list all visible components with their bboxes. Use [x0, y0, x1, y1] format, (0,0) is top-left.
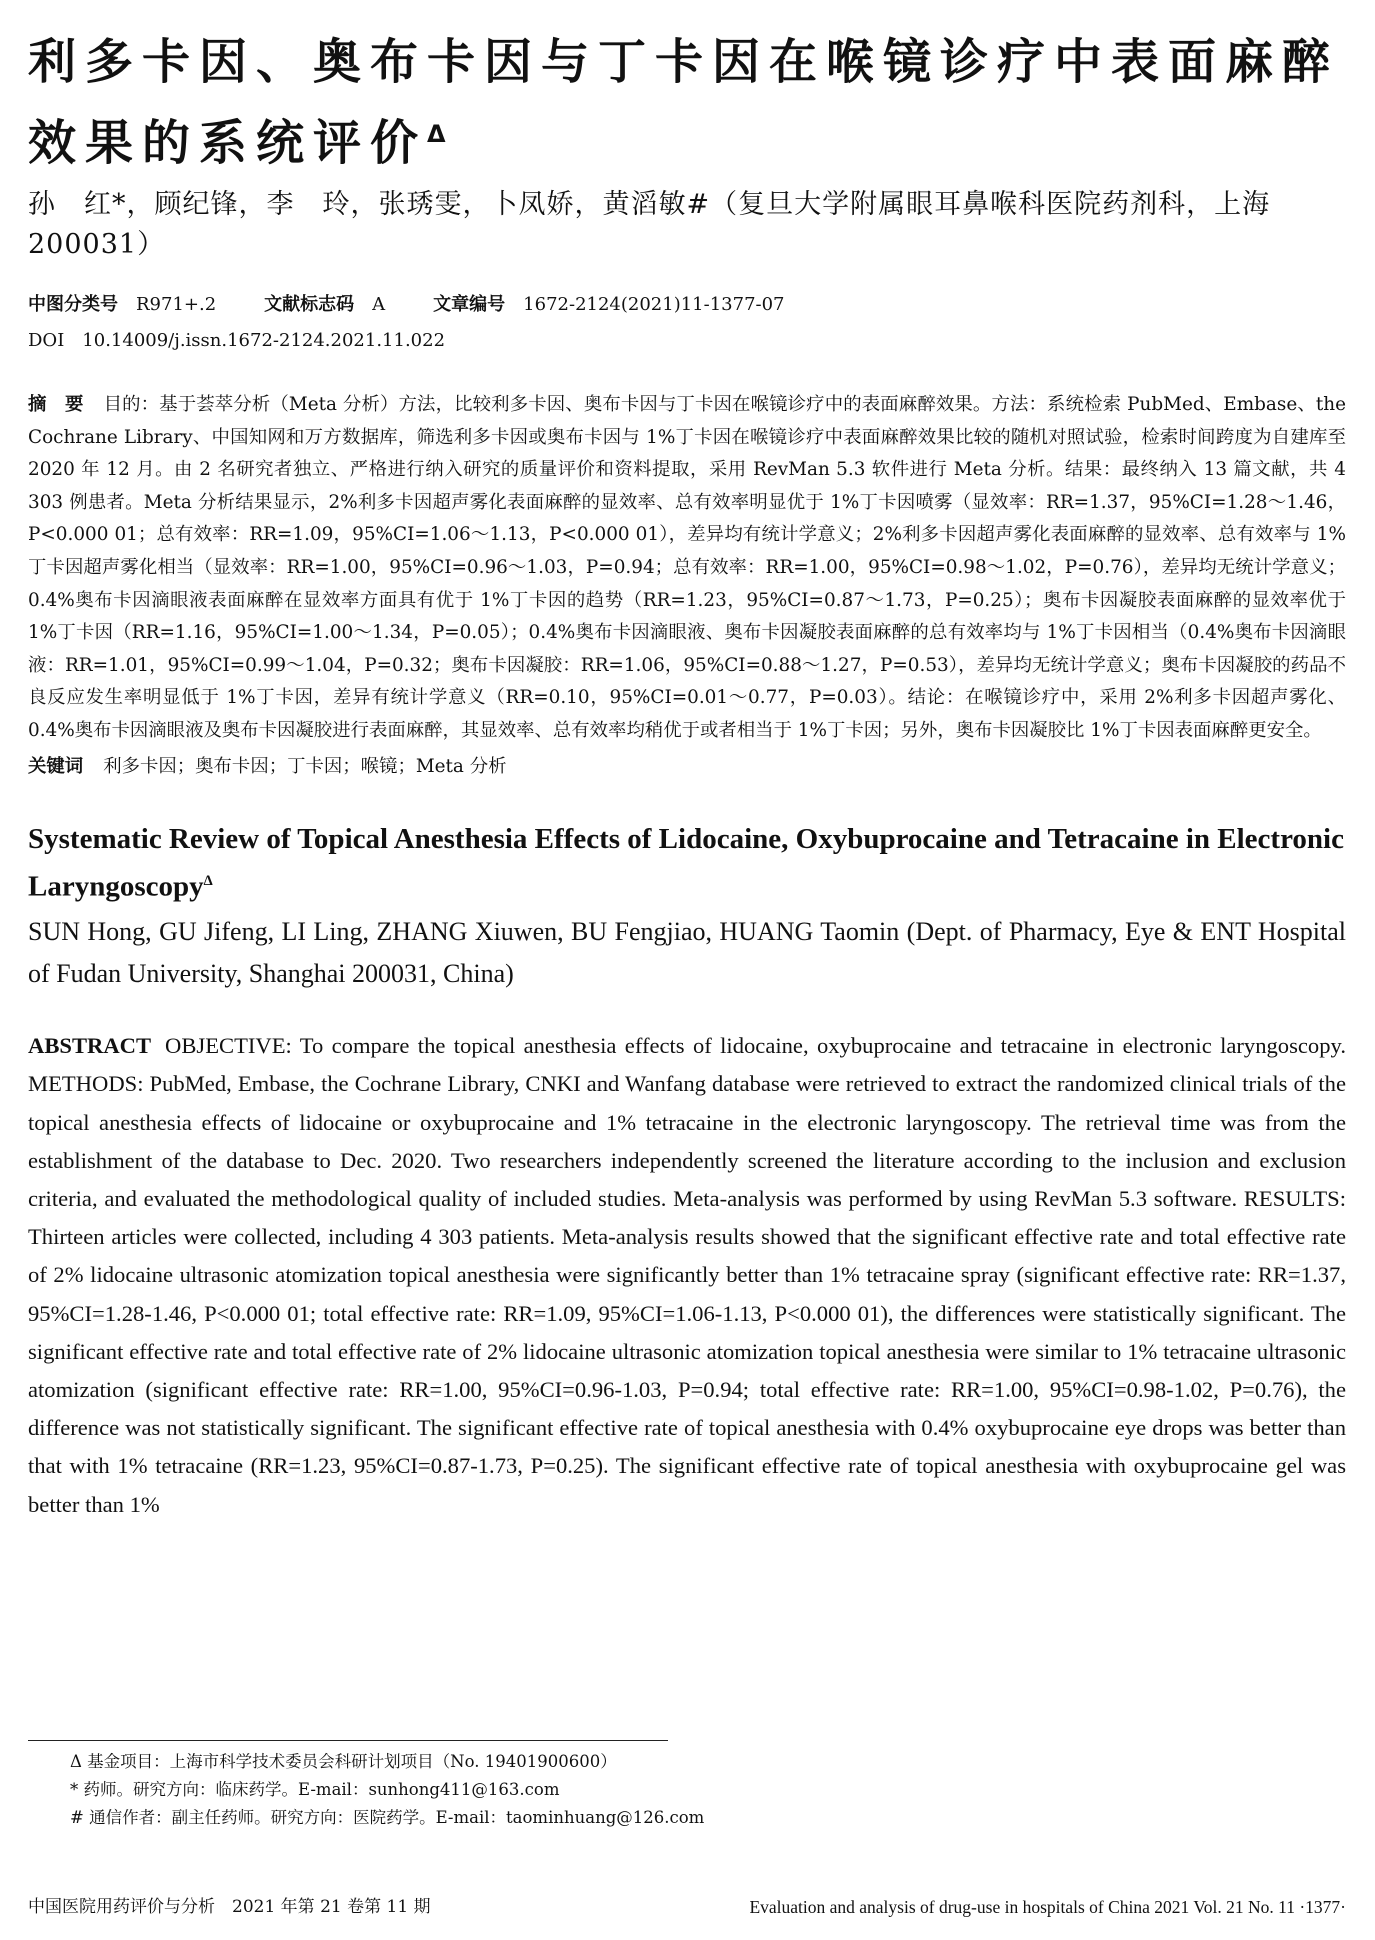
- running-footer: [28, 1895, 1346, 1919]
- classification-line: [28, 287, 1346, 323]
- chinese-abstract: [28, 389, 1346, 748]
- chinese-keywords-label: 关键词: [28, 755, 84, 777]
- doi-line: DOI 10.14009/j.issn.1672-2124.2021.11.022: [28, 330, 446, 351]
- footer-journal-en: Evaluation and analysis of drug-use in hospitals of China 2021 Vol. 21 No. 11 ·1377·: [749, 1897, 1346, 1917]
- english-abstract-label: ABSTRACT: [28, 1033, 152, 1059]
- article-no-value: 1672-2124(2021)11-1377-07: [523, 294, 785, 315]
- article-metadata: [28, 287, 1346, 359]
- chinese-title: [28, 26, 1346, 179]
- doc-code-label: 文献标志码: [264, 294, 355, 315]
- english-title-fund-mark: Δ: [203, 872, 213, 889]
- article-no-label: 文章编号: [433, 294, 506, 315]
- chinese-abstract-text: 目的：基于荟萃分析（Meta 分析）方法，比较利多卡因、奥布卡因与丁卡因在喉镜诊疗中的表面麻醉效果。方法：系统检索 PubMed、Embase、the Cochrane Library、中国知网和万方数据库，筛选利多卡因或奥布卡因与 1%丁卡因在喉镜诊疗中表面麻醉效果比较的随机对照试验，检索时间跨度为自建库至 2020 年 12 月。由 2 名研究者独立、严格进行纳入研究的质量评价和资料提取，采用 RevMan 5.3 软件进行 Meta 分析。结果：最终纳入 13 篇文献，共 4 303 例患者。Meta 分析结果显示，2%利多卡因超声雾化表面麻醉的显效率、总有效率明显优于 1%丁卡因喷雾（显效率：RR=1.37，95%CI=1.28～1.46，P<0.000 01；总有效率：RR=1.09，95%CI=1.06～1.13，P<0.000 01），差异均有统计学意义；2%利多卡因超声雾化表面麻醉的显效率、总有效率与 1%丁卡因超声雾化相当（显效率：RR=1.00，95%CI=0.96～1.03，P=0.94；总有效率：RR=1.00，95%CI=0.98～1.02，P=0.76），差异均无统计学意义；0.4%奥布卡因滴眼液表面麻醉在显效率方面具有优于 1%丁卡因的趋势（RR=1.23，95%CI=0.87～1.73，P=0.25）；奥布卡因凝胶表面麻醉的显效率优于 1%丁卡因（RR=1.16，95%CI=1.00～1.34，P=0.05）；0.4%奥布卡因滴眼液、奥布卡因凝胶表面麻醉的总有效率均与 1%丁卡因相当（0.4%奥布卡因滴眼液：RR=1.01，95%CI=0.99～1.04，P=0.32；奥布卡因凝胶：RR=1.06，95%CI=0.88～1.27，P=0.53），差异均无统计学意义；奥布卡因凝胶的药品不良反应发生率明显低于 1%丁卡因，差异有统计学意义（RR=0.10，95%CI=0.01～0.77，P=0.03）。结论：在喉镜诊疗中，采用 2%利多卡因超声雾化、0.4%奥布卡因滴眼液及奥布卡因凝胶进行表面麻醉，其显效率、总有效率均稍优于或者相当于 1%丁卡因；另外，奥布卡因凝胶比 1%丁卡因表面麻醉更安全。: [28, 394, 1346, 741]
- english-abstract-text: OBJECTIVE: To compare the topical anesthesia effects of lidocaine, oxybuprocaine and tetracaine in electronic laryngoscopy. METHODS: PubMed, Embase, the Cochrane Library, CNKI and Wanfang database were retrieved to extract the randomized clinical trials of the topical anesthesia effects of lidocaine or oxybuprocaine and 1% tetracaine in the electronic laryngoscopy. The retrieval time was from the establishment of the database to Dec. 2020. Two researchers independently screened the literature according to the inclusion and exclusion criteria, and evaluated the methodological quality of included studies. Meta-analysis was performed by using RevMan 5.3 software. RESULTS: Thirteen articles were collected, including 4 303 patients. Meta-analysis results showed that the significant effective rate and total effective rate of 2% lidocaine ultrasonic atomization topical anesthesia were significantly better than 1% tetracaine spray (significant effective rate: RR=1.37, 95%CI=1.28-1.46, P<0.000 01; total effective rate: RR=1.09, 95%CI=1.06-1.13, P<0.000 01), the differences were statistically significant. The significant effective rate and total effective rate of 2% lidocaine ultrasonic atomization topical anesthesia were similar to 1% tetracaine ultrasonic atomization (significant effective rate: RR=1.00, 95%CI=0.96-1.03, P=0.94; total effective rate: RR=1.00, 95%CI=0.98-1.02, P=0.76), the difference was not statistically significant. The significant effective rate of topical anesthesia with 0.4% oxybuprocaine eye drops was better than that with 1% tetracaine (RR=1.23, 95%CI=0.87-1.73, P=0.25). The significant effective rate of topical anesthesia with oxybuprocaine gel was better than 1%: [28, 1033, 1346, 1517]
- footnote-funding: Δ 基金项目：上海市科学技术委员会科研计划项目（No. 19401900600）: [70, 1752, 617, 1771]
- footer-journal-cn: 中国医院用药评价与分析 2021 年第 21 卷第 11 期: [28, 1897, 431, 1917]
- english-abstract: [28, 1027, 1346, 1524]
- chinese-keywords-text: 利多卡因；奥布卡因；丁卡因；喉镜；Meta 分析: [103, 755, 507, 777]
- chinese-authors: 孙 红*，顾纪锋，李 玲，张琇雯，卜凤娇，黄滔敏#（复旦大学附属眼耳鼻喉科医院药剂科，上海 200031）: [28, 189, 1299, 260]
- footnote-corresponding-author: # 通信作者：副主任药师。研究方向：医院药学。E-mail：taominhuang@126.com: [70, 1808, 705, 1827]
- footnote-first-author: * 药师。研究方向：临床药学。E-mail：sunhong411@163.com: [70, 1780, 560, 1799]
- clc-value: R971+.2: [136, 294, 217, 315]
- chinese-title-text: 利多卡因、奥布卡因与丁卡因在喉镜诊疗中表面麻醉效果的系统评价: [28, 34, 1340, 171]
- chinese-title-fund-mark: Δ: [427, 120, 446, 148]
- english-title-text: Systematic Review of Topical Anesthesia Effects of Lidocaine, Oxybuprocaine and Tetracaine in Electronic Laryngoscopy: [28, 822, 1344, 903]
- chinese-keywords: [28, 750, 1346, 784]
- doc-code-value: A: [372, 294, 386, 315]
- footnote-divider: [28, 1740, 668, 1741]
- clc-label: 中图分类号: [28, 294, 118, 315]
- paper-page: [28, 26, 1346, 1524]
- footnotes: [70, 1748, 704, 1832]
- english-title: [28, 818, 1346, 908]
- english-authors: SUN Hong, GU Jifeng, LI Ling, ZHANG Xiuwen, BU Fengjiao, HUANG Taomin (Dept. of Pharmacy, Eye & ENT Hospital of Fudan University, Shanghai 200031, China): [28, 917, 1346, 989]
- chinese-abstract-label: 摘 要: [28, 394, 84, 415]
